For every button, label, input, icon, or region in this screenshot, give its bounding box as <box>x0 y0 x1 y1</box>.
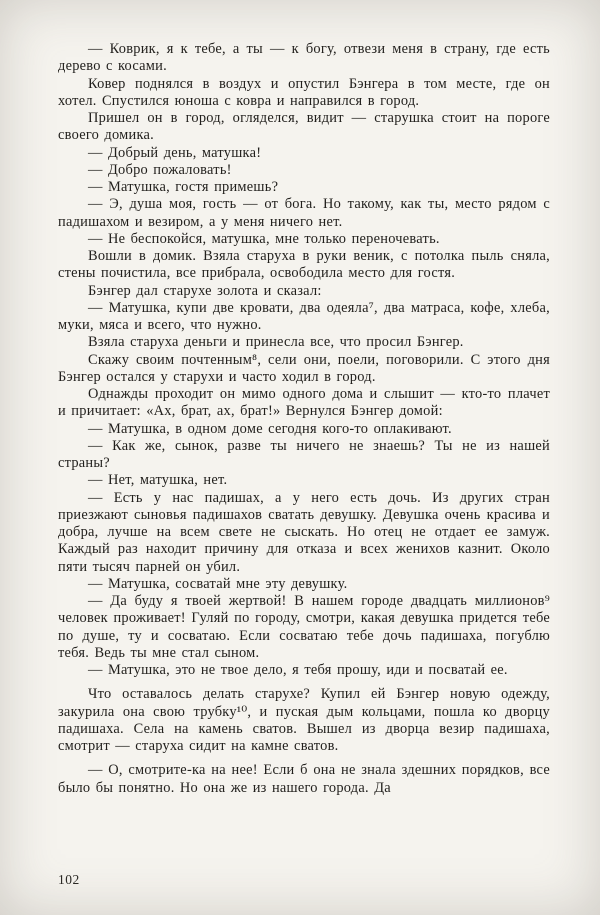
paragraph: Взяла старуха деньги и принесла все, что просил Бэнгер. <box>88 334 464 351</box>
paragraph: — Нет, матушка, нет. <box>88 472 228 489</box>
paragraph: Что оставалось делать старухе? Купил ей Бэнгер новую одежду, закурила она свою трубку¹⁰, и пуская дым кольцами, пошла ко дворцу падишаха. Села на камень сватов. Вышел из дворца везир падишаха, смотрит — старуха сидит на камне сватов. <box>58 686 550 754</box>
paragraph: — Матушка, купи две кровати, два одеяла⁷, два матраса, кофе, хлеба, муки, мяса и всего, что нужно. <box>58 299 550 333</box>
paragraph: — Добрый день, матушка! <box>88 144 262 161</box>
paragraph: Пришел он в город, огляделся, видит — старушка стоит на пороге своего домика. <box>58 110 550 144</box>
paragraph: — Как же, сынок, разве ты ничего не знаешь? Ты не из нашей страны? <box>58 437 550 471</box>
paragraph: — Есть у нас падишах, а у него есть дочь. Из других стран приезжают сыновья падишахов сватать девушку. Девушка очень красива и добра, лучше на всем свете не сыскать. Но отец не отдает ее замуж. Каждый раз находит причину для отказа и всех женихов казнит. Около пяти тысяч парней он убил. <box>58 489 550 575</box>
paragraph: Ковер поднялся в воздух и опустил Бэнгера в том месте, где он хотел. Спустился юноша с ковра и направился в город. <box>58 75 550 109</box>
paragraph: — Матушка, в одном доме сегодня кого-то оплакивают. <box>88 420 452 437</box>
paragraph: Бэнгер дал старухе золота и сказал: <box>88 282 322 299</box>
paragraph: — О, смотрите-ка на нее! Если б она не знала здешних порядков, все было бы понятно. Но она же из нашего города. Да <box>58 762 550 796</box>
paragraph: — Матушка, сосватай мне эту девушку. <box>88 575 348 592</box>
paragraph: — Матушка, это не твое дело, я тебя прошу, иди и посватай ее. <box>88 662 508 678</box>
paragraph: Однажды проходит он мимо одного дома и слышит — кто-то плачет и причитает: «Ах, брат, ах, брат!» Вернулся Бэнгер домой: <box>58 386 550 420</box>
paragraph: — Не беспокойся, матушка, мне только переночевать. <box>88 230 440 247</box>
paragraph: — Матушка, гостя примешь? <box>88 179 279 195</box>
paragraph: Скажу своим почтенным⁸, сели они, поели, поговорили. С этого дня Бэнгер остался у старухи и часто ходил в город. <box>58 351 550 385</box>
paragraph: Вошли в домик. Взяла старуха в руки веник, с потолка пыль сняла, стены почистила, все прибрала, освободила место для гостя. <box>58 248 550 282</box>
page-number: 102 <box>58 872 80 887</box>
page-text <box>58 41 550 797</box>
paragraph: — Коврик, я к тебе, а ты — к богу, отвези меня в страну, где есть дерево с косами. <box>58 41 550 75</box>
paragraph: — Добро пожаловать! <box>88 161 232 178</box>
paragraph: — Э, душа моя, гость — от бога. Но такому, как ты, место рядом с падишахом и везиром, а у меня ничего нет. <box>58 196 550 230</box>
paragraph: — Да буду я твоей жертвой! В нашем городе двадцать миллионов⁹ человек проживает! Гуляй по городу, смотри, какая девушка придется тебе по душе, ту и сосватаю. Если сосватаю тебе дочь падишаха, погублю тебя. Ведь ты мне стал сыном. <box>58 593 550 661</box>
